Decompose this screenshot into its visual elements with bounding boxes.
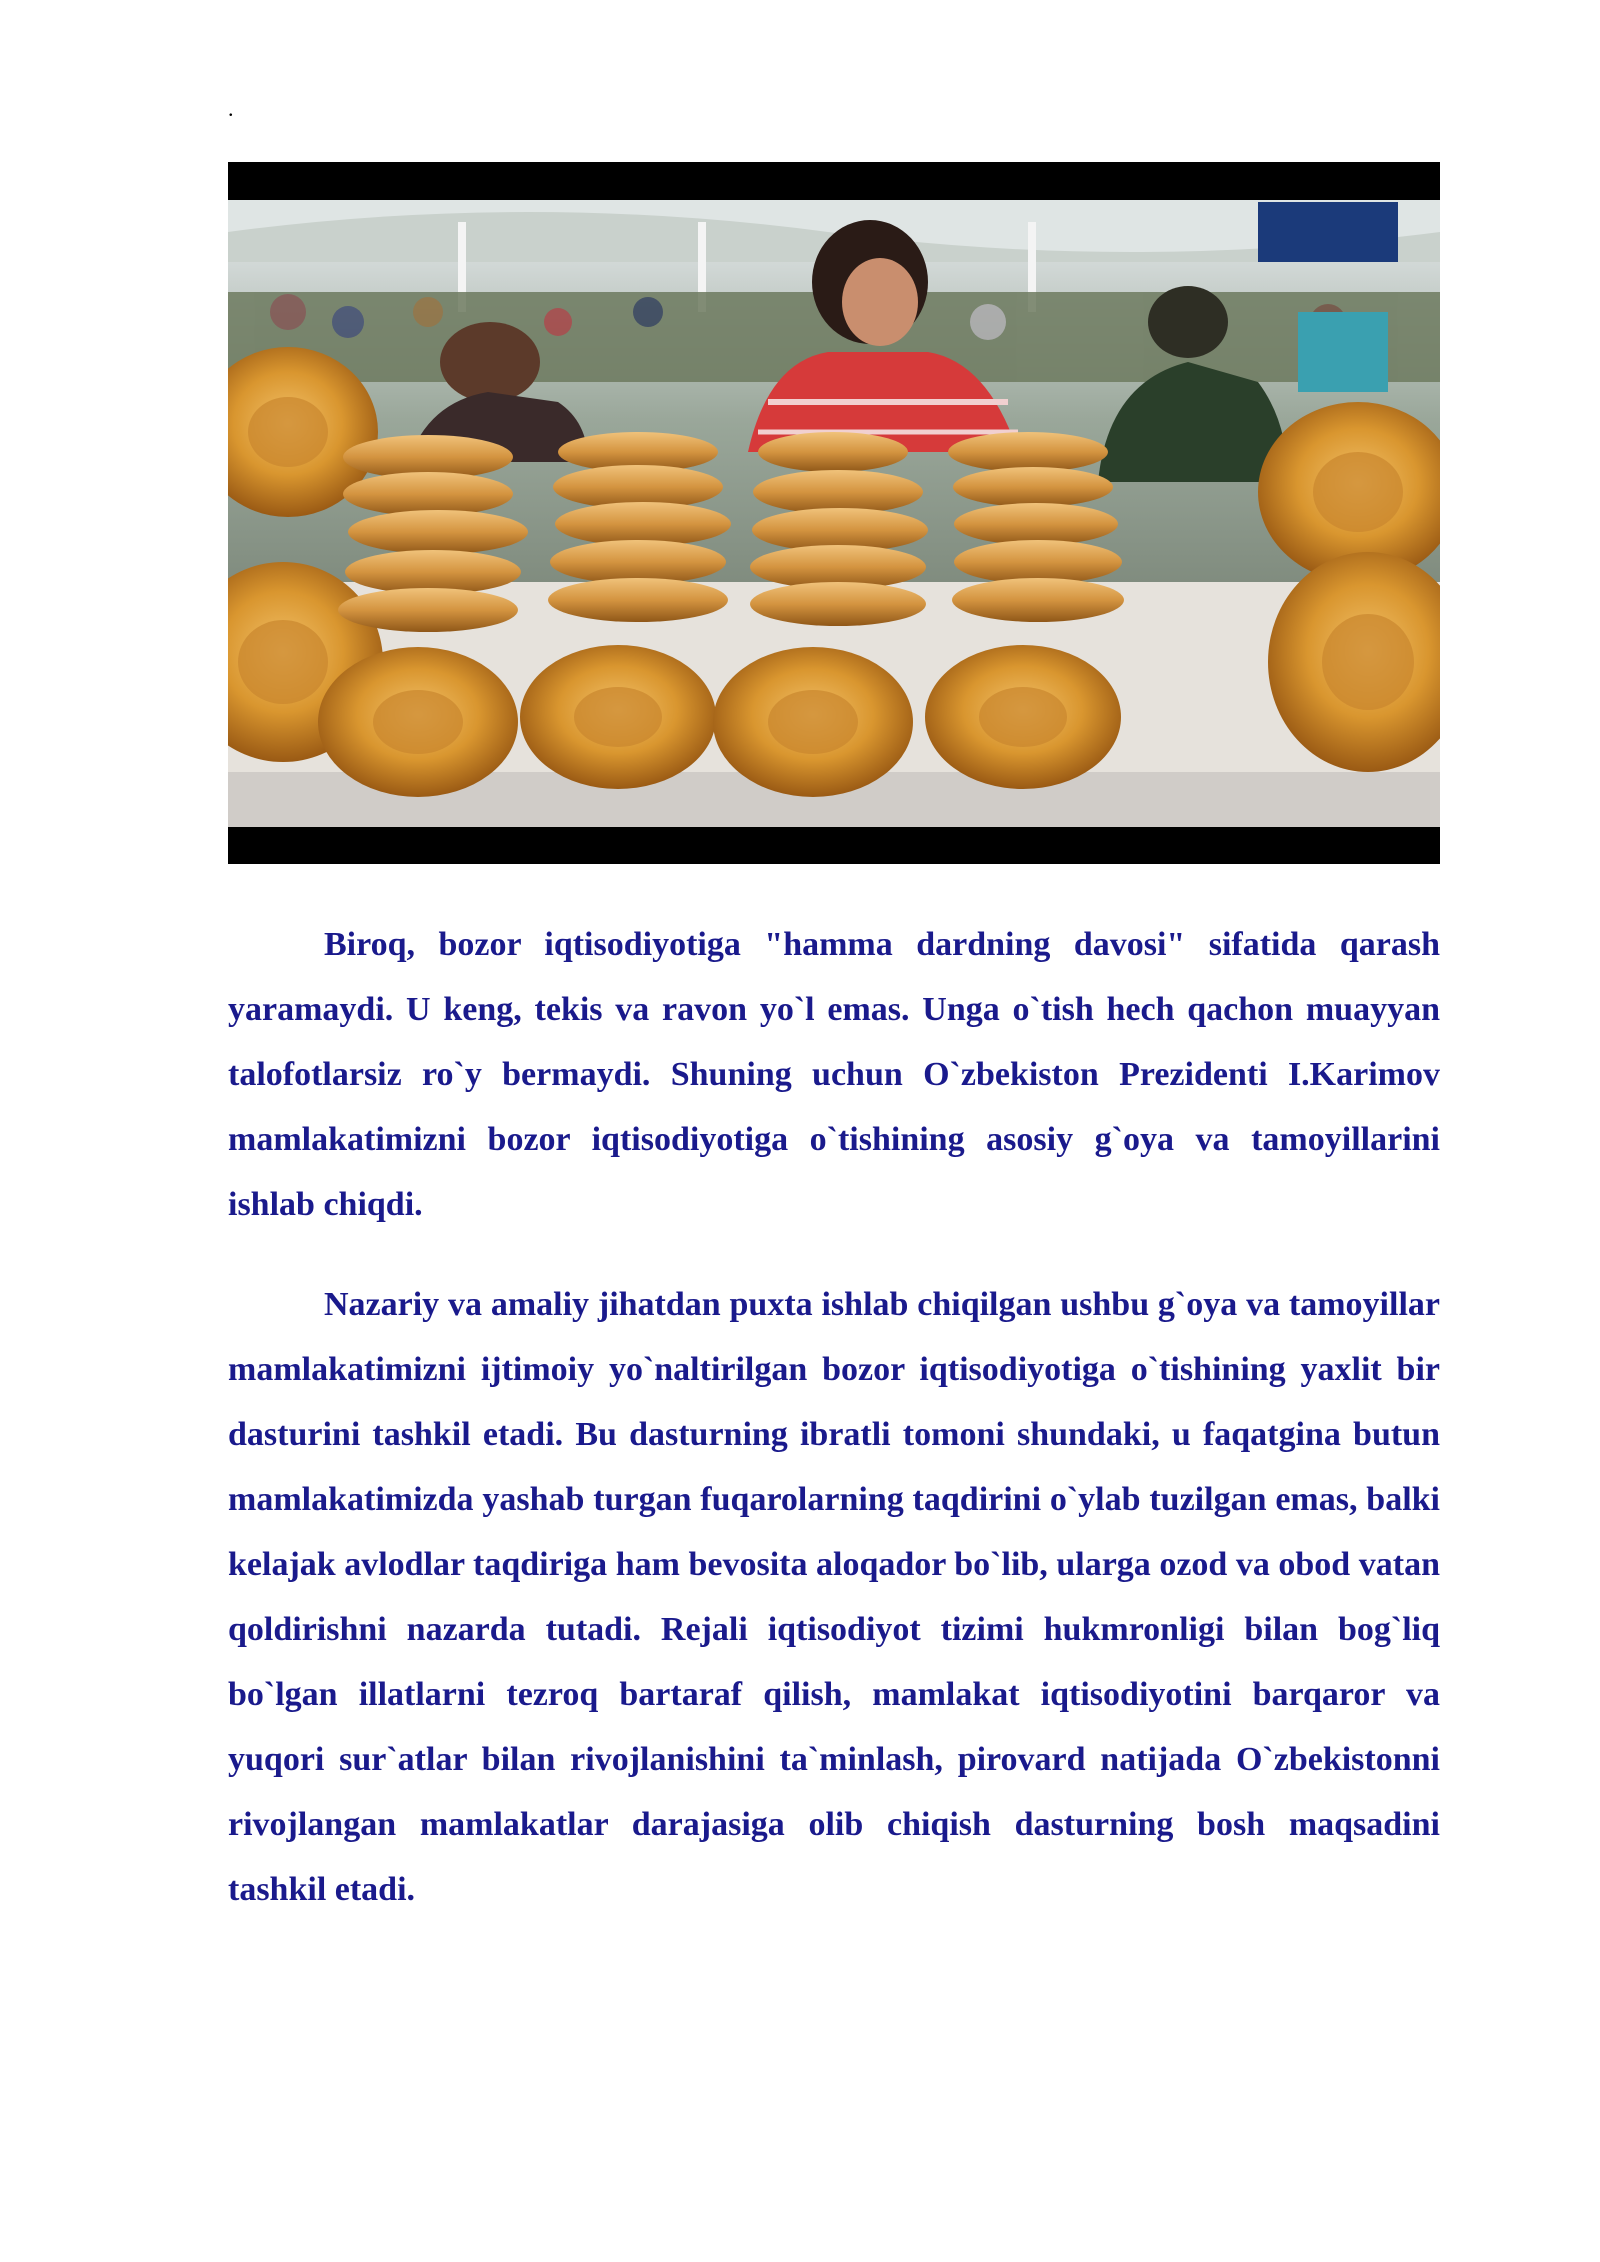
photo-illustration <box>228 162 1440 864</box>
page-marker: . <box>228 96 234 121</box>
paragraph-1: Biroq, bozor iqtisodiyotiga "hamma dardning davosi" sifatida qarash yaramaydi. U keng, tekis va ravon yo`l emas. Unga o`tish hech qachon muayyan talofotlarsiz ro`y bermaydi. Shuning uchun O`zbekiston Prezidenti I.Karimov mamlakatimizni bozor iqtisodiyotiga o`tishining asosiy g`oya va tamoyillarini ishlab chiqdi. <box>228 926 1440 1223</box>
market-bread-stall-photo <box>228 162 1440 864</box>
paragraph-2: Nazariy va amaliy jihatdan puxta ishlab chiqilgan ushbu g`oya va tamoyillar mamlakatimizni ijtimoiy yo`naltirilgan bozor iqtisodiyotiga o`tishining yaxlit bir dasturini tashkil etadi. Bu dasturning ibratli tomoni shundaki, u faqatgina butun mamlakatimizda yashab turgan fuqarolarning taqdirini o`ylab tuzilgan emas, balki kelajak avlodlar taqdiriga ham bevosita aloqador bo`lib, ularga ozod va obod vatan qoldirishni nazarda tutadi. Rejali iqtisodiyot tizimi hukmronligi bilan bog`liq bo`lgan illatlarni tezroq bartaraf qilish, mamlakat iqtisodiyotini barqaror va yuqori sur`atlar bilan rivojlanishini ta`minlash, pirovard natijada O`zbekistonni rivojlangan mamlakatlar darajasiga olib chiqish dasturning bosh maqsadini tashkil etadi. <box>228 1286 1440 1908</box>
